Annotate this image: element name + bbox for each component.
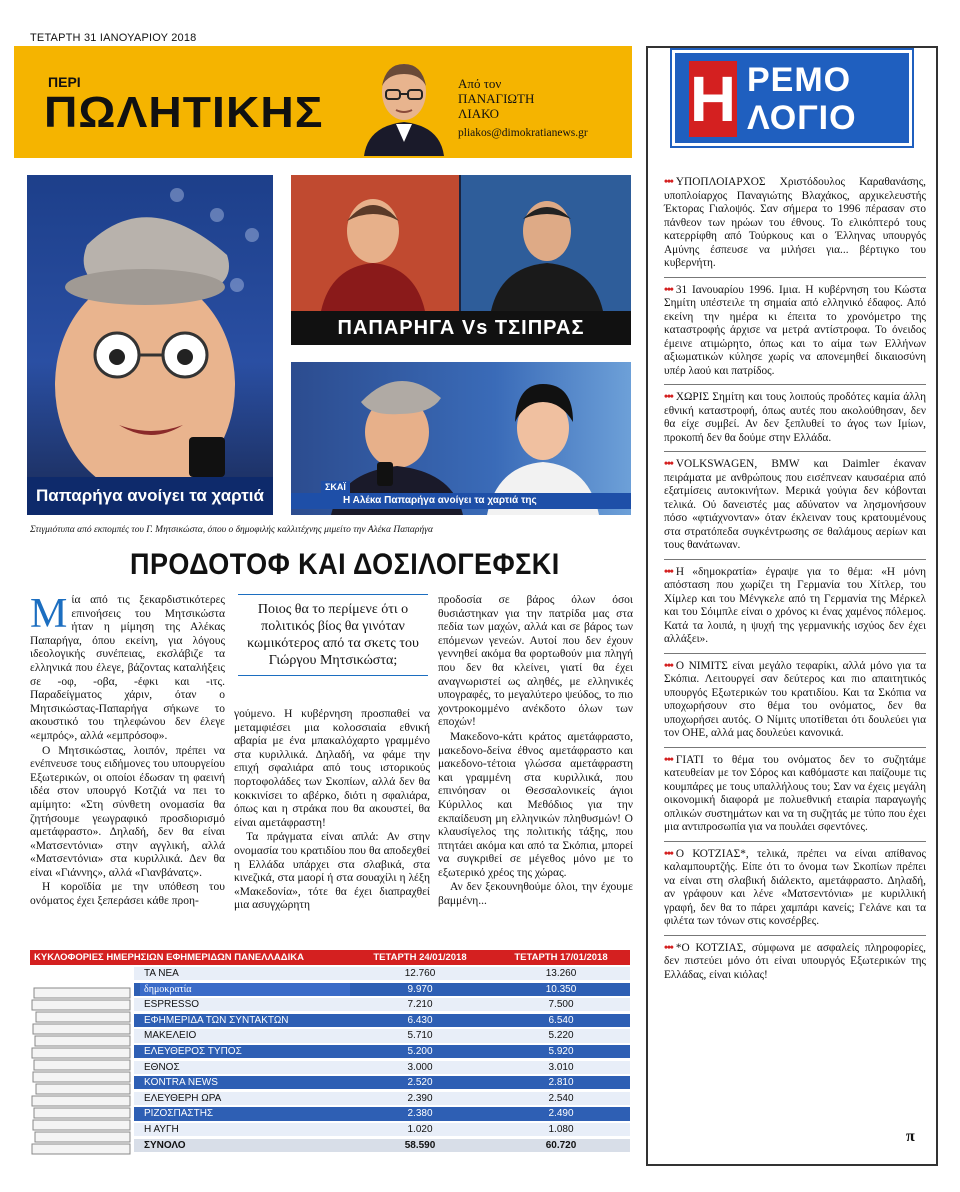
- hremerologio-item: [664, 566, 926, 654]
- hremerologio-item: [664, 660, 926, 748]
- circulation-week2: 2.540: [548, 1092, 574, 1104]
- tv-ticker: Η Αλέκα Παπαρήγα ανοίγει τα χαρτιά της: [291, 493, 631, 509]
- newspaper-name: ΕΛΕΥΘΕΡΗ ΩΡΑ: [144, 1092, 222, 1104]
- table-total-row: [134, 1139, 630, 1152]
- photo-left-caption: Παπαρήγα ανοίγει τα χαρτιά: [27, 477, 273, 515]
- page-mark: π: [906, 1128, 915, 1145]
- circulation-week2: 6.540: [548, 1014, 574, 1026]
- hremerologio-items: [664, 176, 926, 994]
- byline-from: Από τον: [458, 76, 502, 91]
- column-kicker: ΠΕΡΙ: [48, 74, 81, 90]
- circulation-week1: 9.970: [407, 983, 433, 995]
- byline-firstname: ΠΑΝΑΓΙΩΤΗ: [458, 91, 535, 106]
- newspaper-name: ΜΑΚΕΛΕΙΟ: [144, 1030, 197, 1042]
- hremerologio-item: [664, 284, 926, 386]
- paragraph-text: ία από τις ξεκαρδιστικότερες επινοήσεις του Μητσικώστα ήταν η μίμηση της Αλέκας Παπαρήγα, όπου εκείνη, για λόγους ιδεολογικής συνέπειας, εκσλάβιζε τα ελληνικά που έλεγε, βάζοντας καταλήξεις σε -οφ, -οβα, -έφκι και -ιτς. Παραδείγματος χάριν, όταν ο Μητσικώστας-Παπαρήγα σήκωνε το ακουστικό του τηλεφώνου δεν έλεγε «εμπρός», αλλά «εμπρόσοφ».: [30, 594, 225, 742]
- logo-line-2: ΛΟΓΙΟ: [747, 99, 857, 137]
- issue-date: ΤΕΤΑΡΤΗ 31 ΙΑΝΟΥΑΡΙΟΥ 2018: [30, 32, 197, 44]
- pull-quote: Ποιος θα το περίμενε ότι ο πολιτικός βίος θα γινόταν κωμικότερος από τα σκετς του Γιώργου Μητσικώστα;: [238, 594, 428, 676]
- item-text: Ο ΝΙΜΙΤΣ είναι μεγάλο τεφαρίκι, αλλά μόνο για τα Σκόπια. Λειτουργεί σαν δεύτερος και πιο απαιτητικός υπουργός Εξωτερικών του κρατιδίου. Και τα Σκόπια να υποχωρήσουν στο θέμα του ονόματος, δεν θα υποχωρήσει αυτός. Ο Νίμιτς υποτίθεται ότι δουλεύει για τον ΟΗΕ, αλλά μας δουλεύει κανονικά.: [664, 659, 926, 739]
- table-row: [134, 1107, 630, 1120]
- circulation-week2: 60.720: [545, 1139, 577, 1151]
- photo-illustration: [27, 175, 273, 515]
- circulation-week1: 1.020: [407, 1124, 433, 1135]
- table-row: [134, 1076, 630, 1089]
- hremerologio-logo: [672, 50, 912, 146]
- hremerologio-item: [664, 942, 926, 989]
- bullet-dots-icon: •••: [664, 941, 673, 954]
- circulation-week1: 2.520: [407, 1077, 433, 1089]
- circulation-week1: 5.200: [407, 1046, 433, 1057]
- circulation-week1: 2.390: [407, 1092, 433, 1104]
- table-row: [134, 1092, 630, 1105]
- circulation-week1: 2.380: [407, 1108, 433, 1120]
- circulation-week2: 7.500: [548, 999, 574, 1011]
- circulation-week2: 3.010: [548, 1061, 574, 1073]
- newspaper-name: ΣΥΝΟΛΟ: [144, 1139, 186, 1151]
- photo-paparhga-vs-tsipras: [291, 175, 631, 345]
- photo-paparhga-tv-show: [291, 362, 631, 515]
- column-header-week2: ΤΕΤΑΡΤΗ 17/01/2018: [514, 952, 608, 963]
- table-title: ΚΥΚΛΟΦΟΡΙΕΣ ΗΜΕΡΗΣΙΩΝ ΕΦΗΜΕΡΙΔΩΝ ΠΑΝΕΛΛΑΔΙΚΑ: [34, 952, 304, 963]
- item-text: ΥΠΟΠΛΟΙΑΡΧΟΣ Χριστόδουλος Καραθανάσης, υποπλοίαρχος Παναγιώτης Βλαχάκος, αρχικελευστής Έκτορας Γιαλοψός. Σαν σήμερα το 1996 πέρασαν στο πάνθεον των ηρώων του έθνους. Το ελικόπτερό τους κατερρίφθη από Τούρκους και ο Έλληνας υπουργός Αμύνης έσπευσε να μιλήσει για... βέρτιγκο του κυβερνήτη.: [664, 176, 926, 269]
- table-row: [134, 1029, 630, 1042]
- column-header-week1: ΤΕΤΑΡΤΗ 24/01/2018: [373, 952, 467, 963]
- article-paragraph: Ο Μητσικώστας, λοιπόν, πρέπει να ενέπνευσε τους ειδήμονες του υπουργείου Εξωτερικών, οι οποίοι έδωσαν τη φαεινή ιδέα στον υπουργό Κοτζιά να πει το αμίμητο: «Στη σύνθετη ονομασία θα ζητήσουμε γεωγραφικό προσδιορισμό αμετάφραστο». Δηλαδή, δεν θα είναι «Ματσεντόνια» στην αγγλική, αλλά «Ματσεντόνια» στα κυριλλικά. Δεν θα είναι «Γιάννης», αλλά «Γιανβάνατς».: [30, 744, 225, 879]
- article-paragraph: Μακεδονο-κάτι κράτος αμετάφραστο, μακεδονο-δείνα έθνος αμετάφραστο και μακεδονο-τέτοια γλώσσα αμετάφραστη και γραμμένη στα κυριλλικά, που επινόησαν οι Θεσσαλονικείς άγιοι Κύριλλος και Μεθόδιος για την εκπαίδευση μη ελληνικών πληθυσμών! Ο κλαυσίγελος της πολιτικής τάξης, που πτητάει ακόμα και από τα Σκόπια, μπορεί να συγκριθεί σε μέγεθος μόνο με το εξωτερικό χρέος της χώρας.: [438, 730, 633, 879]
- logo-line-1: ΡΕΜΟ: [747, 61, 852, 99]
- newspaper-name: ΕΘΝΟΣ: [144, 1061, 180, 1073]
- table-row: [134, 983, 630, 996]
- table-row: [134, 1014, 630, 1027]
- hremerologio-item: [664, 754, 926, 842]
- item-text: Η «δημοκρατία» έγραψε για το θέμα: «Η μόνη απόσταση που χωρίζει τη Γερμανία του Χίτλερ, του Χίμλερ και του Μένγκελε από τη Γερμανία της Μέρκελ και του Σόιμπλε είναι ο χρόνος κι ένας χαμένος πόλεμος. Κατά τα λοιπά, η ψυχή της γερμανικής ισχύος δεν έχει αλλάξει».: [664, 565, 926, 645]
- newspaper-name: Η ΑΥΓΗ: [144, 1124, 179, 1135]
- circulation-week1: 12.760: [404, 968, 436, 979]
- circulation-week2: 2.810: [548, 1077, 574, 1089]
- table-row: [134, 998, 630, 1011]
- author-portrait: [356, 52, 452, 156]
- photo-top-caption: ΠΑΠΑΡΗΓΑ Vs ΤΣΙΠΡΑΣ: [291, 311, 631, 345]
- table-row: [134, 1123, 630, 1136]
- author-email[interactable]: pliakos@dimokratianews.gr: [458, 127, 588, 139]
- circulation-week1: 7.210: [407, 999, 433, 1011]
- circulation-week2: 5.920: [548, 1046, 574, 1057]
- table-header: [30, 950, 630, 965]
- circulation-week1: 58.590: [404, 1139, 436, 1151]
- hremerologio-item: [664, 458, 926, 560]
- circulation-week2: 5.220: [548, 1030, 574, 1042]
- bullet-dots-icon: •••: [664, 391, 673, 403]
- article-paragraph: γούμενο. Η κυβέρνηση προσπαθεί να μεταμφιέσει μια κολοσσιαία εθνική αβαρία με ένα μπακαλόχαρτο γραμμένο στα κυριλλικά. Δηλαδή, να φάμε την επιχή σφαλιάρα από τους ιστορικούς πορτοφολάδες των Σκοπίων, αλλά δεν θα κοκκινίσει το αβέρκο, διότι η σφαλιάρα, όπως και η στράκα που θα ακουστεί, θα είναι αμετάφραστη!: [234, 708, 430, 829]
- table-row: [134, 1061, 630, 1074]
- logo-letter: Η: [689, 63, 737, 135]
- article-paragraph: Αν δεν ξεκουνηθούμε όλοι, την έχουμε βαμμένη...: [438, 881, 633, 908]
- item-text: ΧΩΡΙΣ Σημίτη και τους λοιπούς προδότες καμία άλλη εθνική καταστροφή, όπως αυτές που ακολούθησαν, δεν θα είχε συμβεί. Αν δεν ξεπλυθεί το άγος των Ιμίων, προκοπή δεν θα δούμε στην Ελλάδα.: [664, 391, 926, 444]
- newspaper-name: KONTRA NEWS: [144, 1077, 218, 1089]
- circulation-table: [30, 950, 630, 1165]
- circulation-week1: 5.710: [407, 1030, 433, 1042]
- hremerologio-item: [664, 848, 926, 936]
- circulation-week1: 6.430: [407, 1014, 433, 1026]
- item-text: Ο ΚΟΤΖΙΑΣ*, τελικά, πρέπει να είναι απίθανος καλαμπουρτζής. Είπε ότι το όνομα των Σκοπίων πρέπει να είναι στη σλαβική διάλεκτο, αμετάφραστο. Δηλαδή, αν γράφουν και λένε «Ματσεντόνια» με κυριλλική γραφή, δεν θα το πάρει χαμπάρι κανείς; Γελάνε και τα φιλέτα των τόνων στις κονσέρβες.: [664, 847, 926, 927]
- item-text: *Ο ΚΟΤΖΙΑΣ, σύμφωνα με ασφαλείς πληροφορίες, δεν πιστεύει μόνο ότι είναι υπουργός Εξωτερικών της Ελλάδας, είναι κιόλας!: [664, 941, 926, 981]
- hremerologio-item: [664, 176, 926, 278]
- bullet-dots-icon: •••: [664, 176, 673, 188]
- bullet-dots-icon: •••: [664, 753, 673, 766]
- circulation-week2: 10.350: [545, 983, 577, 995]
- author-byline: [458, 76, 534, 121]
- article-column-3: [438, 594, 633, 910]
- drop-cap: Μ: [30, 591, 68, 637]
- table-row: [134, 967, 630, 980]
- circulation-week2: 1.080: [548, 1124, 574, 1135]
- article-column-2: [234, 708, 430, 914]
- circulation-week2: 13.260: [545, 968, 577, 979]
- article-paragraph: προδοσία σε βάρος όλων όσοι θυσιάστηκαν για την πατρίδα μας στα πεδία των μαχών, αλλά και σε βάρος των επόμενων γενεών. Αυτοί που δεν έχουν γεννηθεί ακόμα θα φορτωθούν μια πληγή που δεν θα κλείνει, γιατί θα έχει αναγνωριστεί ως αληθές, με ελληνικές υπογραφές, το μεγαλύτερο ψεύδος, το πιο χοντροκομμένο ανέκδοτο όλων των εποχών!: [438, 594, 633, 729]
- column-title: ΠΩΛΗΤΙΚΗΣ: [44, 88, 324, 137]
- newspaper-name: ΕΛΕΥΘΕΡΟΣ ΤΥΠΟΣ: [144, 1046, 242, 1057]
- newspaper-name: ESPRESSO: [144, 999, 200, 1011]
- byline-lastname: ΛΙΑΚΟ: [458, 106, 500, 121]
- newspaper-name: ΡΙΖΟΣΠΑΣΤΗΣ: [144, 1108, 214, 1120]
- article-paragraph: Τα πράγματα είναι απλά: Αν στην ονομασία του κρατιδίου που θα αποδεχθεί η Ελλάδα υπάρχει στα σλαβικά, στα κινεζικά, στα μαορί ή στα σουαχίλι η λέξη «Μακεδονία», τότε θα έχει διαπραχθεί μια ασυγχώρητη: [234, 831, 430, 912]
- item-text: 31 Ιανουαρίου 1996. Ιμια. Η κυβέρνηση του Κώστα Σημίτη υπέστειλε τη σημαία από ελληνικό έδαφος. Από εκείνη την ημέρα κι έπειτα το χρονόμετρο της καταστροφής άρχισε να μετρά αντίστροφα. Το όνειδος έμεινε ατιμώρητο, όπως και το αίμα των Ελλήνων αξιωματικών κύλησε χωρίς να απονεμηθεί δικαιοσύνη υπέρ λαού και πατρίδος.: [664, 283, 926, 377]
- item-text: VOLKSWAGEN, BMW και Daimler έκαναν πειράματα με ανθρώπους που εισέπνεαν καυσαέρια από εξατμίσεις αυτοκινήτων. Μερικά γούγια δεν κόβονται τελικά. Ού δανειστές μας αδύνατον να λησμονήσουν πόσο «φτιάχνονταν» όταν έκλειναν τους κρατουμένους στα στρατόπεδα συγκέντρωσης σε θαλάμους αερίων και τους θανάτωναν.: [664, 458, 926, 551]
- photo-paparhga-impression: [27, 175, 273, 515]
- table-row: [134, 1045, 630, 1058]
- bullet-dots-icon: •••: [664, 847, 673, 860]
- article-paragraph: [30, 591, 225, 744]
- newspaper-name: ΕΦΗΜΕΡΙΔΑ ΤΩΝ ΣΥΝΤΑΚΤΩΝ: [144, 1014, 289, 1026]
- circulation-week1: 3.000: [407, 1061, 433, 1073]
- bullet-dots-icon: •••: [664, 458, 673, 470]
- hremerologio-item: [664, 391, 926, 452]
- article-column-1: [30, 591, 225, 910]
- newspaper-name: ΤΑ ΝΕΑ: [144, 968, 179, 979]
- article-headline: ΠΡΟΔΟΤΟΦ ΚΑΙ ΔΟΣΙΛΟΓΕΦΣΚΙ: [130, 548, 560, 581]
- tv-channel-logo: ΣΚΑΪ: [321, 481, 350, 493]
- newspaper-name: δημοκρατία: [140, 983, 350, 996]
- circulation-week2: 2.490: [548, 1108, 574, 1120]
- bullet-dots-icon: •••: [664, 565, 673, 578]
- photo-caption: Στιγμιότυπα από εκπομπές του Γ. Μητσικώστα, όπου ο δημοφιλής καλλιτέχνης μιμείτο την Αλέκα Παπαρήγα: [30, 525, 433, 535]
- article-paragraph: Η κοροϊδία με την υπόθεση του ονόματος έχει ξεπεράσει κάθε προη-: [30, 881, 225, 908]
- bullet-dots-icon: •••: [664, 659, 673, 672]
- item-text: ΓΙΑΤΙ το θέμα του ονόματος δεν το συζητάμε κατευθείαν με τον Σόρος και καθόμαστε και παίζουμε τις κουμπάρες με τους υπαλλήλους του; Σαν να έχεις μεγάλη οικονομική διαφορά με πολυεθνική εταιρία παραγωγής οπλικών συστημάτων και να τη συζητάς με τύπο που έχει μια αντιπροσωπία για να πουλάει σφεντόνες.: [664, 753, 926, 833]
- bullet-dots-icon: •••: [664, 283, 673, 296]
